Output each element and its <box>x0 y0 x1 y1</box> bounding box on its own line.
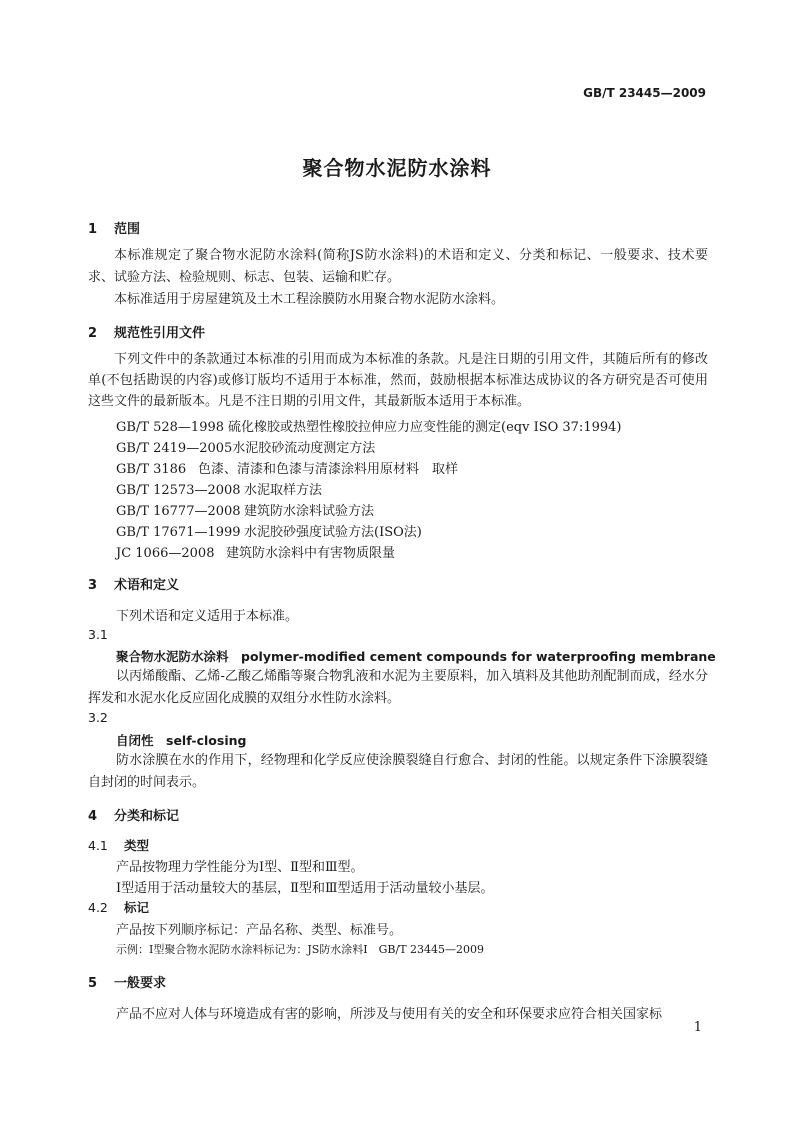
reference-item <box>116 479 322 498</box>
example-text: 示例：Ⅰ型聚合物水泥防水涂料标记为：JS防水涂料Ⅰ GB/T 23445—2009 <box>116 943 485 956</box>
section-1-heading <box>88 218 140 237</box>
reference-name: 水泥胶砂流动度测定方法 <box>232 441 376 456</box>
paragraph: 下列文件中的条款通过本标准的引用而成为本标准的条款。凡是注日期的引用文件，其随后所有的修改单(不包括勘误的内容)或修订版均不适用于本标准，然而，鼓励根据本标准达成协议的各方研究是否可使用这些文件的最新版本。凡是不注日期的引用文件，其最新版本适用于本标准。 <box>88 352 708 409</box>
reference-name: 水泥胶砂强度试验方法(ISO法) <box>244 525 422 540</box>
section-1-body <box>88 245 708 311</box>
paragraph: Ⅰ型适用于活动量较大的基层，Ⅱ型和Ⅲ型适用于活动量较小基层。 <box>116 881 494 896</box>
reference-code: GB/T 12573—2008 <box>116 483 241 498</box>
reference-code: GB/T 2419—2005 <box>116 441 233 456</box>
section-number: 1 <box>88 222 98 237</box>
term-number: 3.2 <box>88 710 108 725</box>
subsection-number: 4.2 <box>88 900 108 915</box>
section-number: 5 <box>88 976 98 991</box>
section-5-heading <box>88 972 166 991</box>
standard-code: GB/T 23445—2009 <box>583 86 706 100</box>
paragraph: 以丙烯酸酯、乙烯-乙酸乙烯酯等聚合物乳液和水泥为主要原料，加入填料及其他助剂配制而成，经水分挥发和水泥水化反应固化成膜的双组分水性防水涂料。 <box>88 669 708 706</box>
term-title: 聚合物水泥防水涂料 polymer-modified cement compounds for waterproofing membrane <box>116 649 716 664</box>
paragraph: 本标准适用于房屋建筑及土木工程涂膜防水用聚合物水泥防水涂料。 <box>114 292 505 307</box>
term-definition <box>88 666 708 710</box>
section-title: 规范性引用文件 <box>114 326 206 341</box>
paragraph: 本标准规定了聚合物水泥防水涂料(简称JS防水涂料)的术语和定义、分类和标记、一般要求、技术要求、试验方法、检验规则、标志、包装、运输和贮存。 <box>88 248 708 285</box>
reference-code: JC 1066—2008 <box>116 546 215 561</box>
reference-item <box>116 521 422 540</box>
document-title: 聚合物水泥防水涂料 <box>302 156 492 180</box>
subsection-title: 类型 <box>124 838 150 853</box>
section-2-heading <box>88 322 205 341</box>
paragraph: 产品不应对人体与环境造成有害的影响，所涉及与使用有关的安全和环保要求应符合相关国家标 <box>116 1007 663 1022</box>
reference-name: 硫化橡胶或热塑性橡胶拉伸应力应变性能的测定(eqv ISO 37:1994) <box>228 420 622 435</box>
reference-item <box>116 500 374 519</box>
paragraph: 产品按物理力学性能分为Ⅰ型、Ⅱ型和Ⅲ型。 <box>116 860 364 875</box>
paragraph: 防水涂膜在水的作用下，经物理和化学反应使涂膜裂缝自行愈合、封闭的性能。以规定条件下涂膜裂缝自封闭的时间表示。 <box>88 753 708 790</box>
reference-name: 色漆、清漆和色漆与清漆涂料用原材料 取样 <box>198 462 459 477</box>
reference-name: 建筑防水涂料中有害物质限量 <box>226 546 396 561</box>
reference-item <box>116 437 375 456</box>
section-number: 3 <box>88 578 98 593</box>
subsection-number: 4.1 <box>88 838 108 853</box>
paragraph: 产品按下列顺序标记：产品名称、类型、标准号。 <box>116 923 403 938</box>
reference-code: GB/T 528—1998 <box>116 420 225 435</box>
reference-item <box>116 416 621 435</box>
section-2-intro <box>88 349 708 412</box>
section-title: 范围 <box>114 222 141 237</box>
subsection-4-1-heading <box>88 836 149 854</box>
subsection-4-2-heading <box>88 898 149 916</box>
section-number: 2 <box>88 326 98 341</box>
reference-name: 建筑防水涂料试验方法 <box>244 504 375 519</box>
section-title: 术语和定义 <box>114 578 180 593</box>
subsection-title: 标记 <box>124 900 150 915</box>
term-title: 自闭性 self-closing <box>116 733 247 748</box>
term-definition <box>88 750 708 794</box>
section-number: 4 <box>88 809 98 824</box>
reference-name: 水泥取样方法 <box>244 483 323 498</box>
section-4-heading <box>88 805 179 824</box>
page-number: 1 <box>693 1020 702 1035</box>
section-3-heading <box>88 574 179 593</box>
reference-code: GB/T 17671—1999 <box>116 525 241 540</box>
reference-code: GB/T 16777—2008 <box>116 504 241 519</box>
section-3-intro: 下列术语和定义适用于本标准。 <box>116 609 299 624</box>
section-title: 分类和标记 <box>114 809 180 824</box>
section-title: 一般要求 <box>114 976 167 991</box>
reference-item <box>116 542 395 561</box>
reference-item <box>116 458 458 477</box>
term-number: 3.1 <box>88 627 108 642</box>
reference-code: GB/T 3186 <box>116 462 187 477</box>
